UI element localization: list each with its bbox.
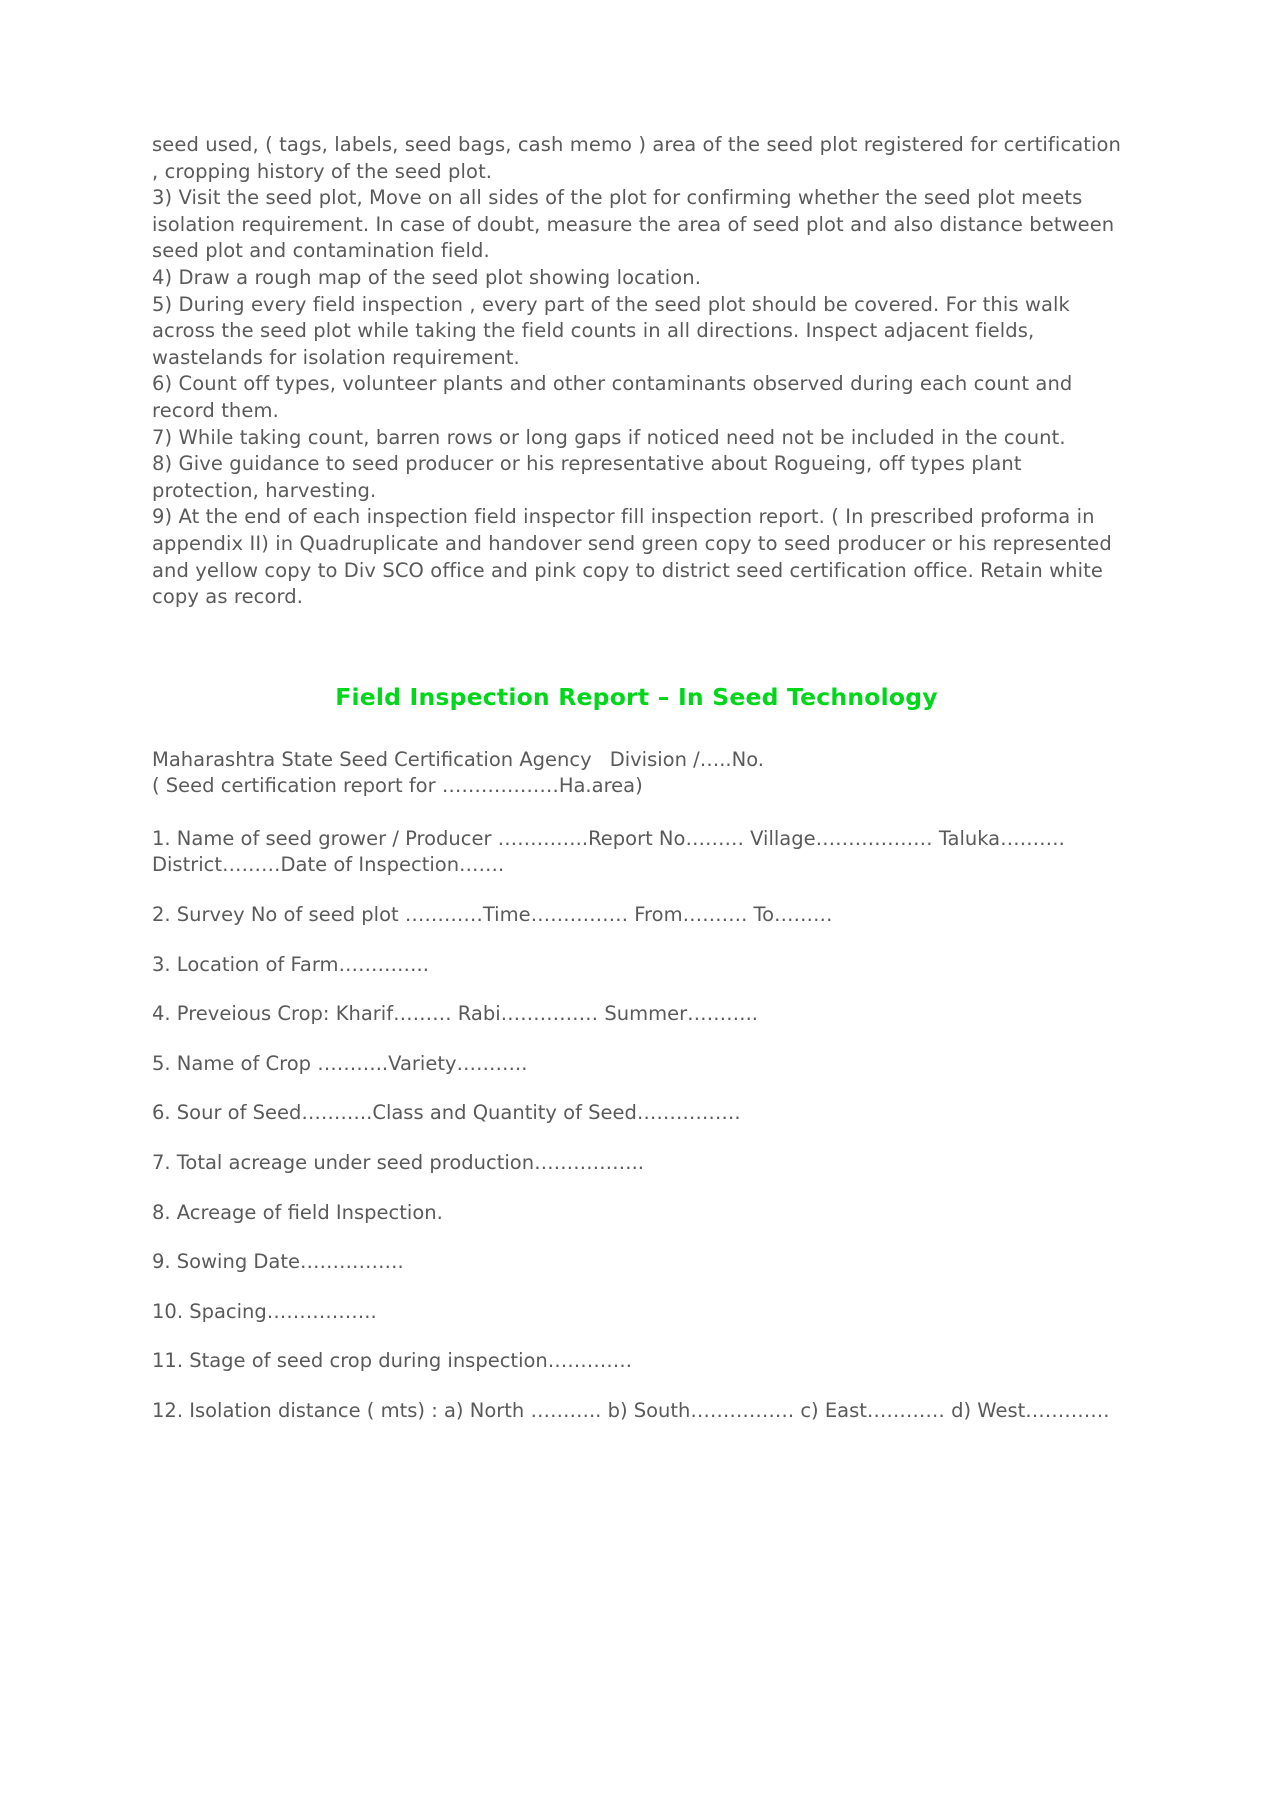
intro-paragraph: 7) While taking count, barren rows or long gaps if noticed need not be included in the count. bbox=[152, 425, 1066, 449]
list-item: 2. Survey No of seed plot …………Time…………… From………. To……… bbox=[152, 903, 833, 927]
agency-line-2: ( Seed certification report for ………………Ha.area) bbox=[152, 774, 643, 798]
agency-name: Maharashtra State Seed Certification Agency bbox=[152, 747, 592, 771]
intro-text-block bbox=[152, 132, 1121, 611]
list-item: 1. Name of seed grower / Producer …………..Report No……… Village……………… Taluka………. District………Date of Inspection……. bbox=[152, 826, 1065, 877]
list-item: 10. Spacing…………….. bbox=[152, 1299, 377, 1323]
list-item: 7. Total acreage under seed production…………….. bbox=[152, 1151, 644, 1175]
agency-division: Division /…..No. bbox=[609, 747, 764, 771]
intro-paragraph: 4) Draw a rough map of the seed plot showing location. bbox=[152, 265, 702, 289]
list-item: 5. Name of Crop ………..Variety……….. bbox=[152, 1051, 528, 1075]
agency-line-1 bbox=[152, 747, 1121, 774]
list-item: 8. Acreage of field Inspection. bbox=[152, 1200, 443, 1224]
intro-paragraph: 3) Visit the seed plot, Move on all sides of the plot for confirming whether the seed plot meets isolation requirement. In case of doubt, measure the area of seed plot and also distance between seed plot and contamination field. bbox=[152, 186, 1115, 263]
report-title: Field Inspection Report – In Seed Technology bbox=[335, 682, 938, 711]
list-item: 11. Stage of seed crop during inspection…………. bbox=[152, 1349, 632, 1373]
intro-paragraph: 8) Give guidance to seed producer or his representative about Rogueing, off types plant protection, harvesting. bbox=[152, 452, 1022, 502]
list-item: 12. Isolation distance ( mts) : a) North ……….. b) South……………. c) East………… d) West…………. bbox=[152, 1399, 1110, 1422]
intro-paragraph: 6) Count off types, volunteer plants and other contaminants observed during each count and record them. bbox=[152, 372, 1073, 422]
form-items-list bbox=[152, 826, 1121, 1425]
agency-header-block bbox=[152, 747, 1121, 800]
list-item: 6. Sour of Seed………..Class and Quantity of Seed……………. bbox=[152, 1101, 741, 1125]
intro-paragraph: 9) At the end of each inspection field inspector fill inspection report. ( In prescribed proforma in appendix II) in Quadruplicate and handover send green copy to seed producer or his represented and yellow copy to Div SCO office and pink copy to district seed certification office. Retain white copy as record. bbox=[152, 505, 1112, 609]
list-item: 9. Sowing Date……………. bbox=[152, 1250, 404, 1274]
intro-paragraph: seed used, ( tags, labels, seed bags, cash memo ) area of the seed plot registered for certification , cropping history of the seed plot. bbox=[152, 133, 1122, 183]
list-item: 4. Preveious Crop: Kharif……… Rabi…………… Summer……….. bbox=[152, 1002, 758, 1026]
intro-paragraph: 5) During every field inspection , every part of the seed plot should be covered. For this walk across the seed plot while taking the field counts in all directions. Inspect adjacent fields, wastelands for isolation requirement. bbox=[152, 292, 1070, 369]
list-item: 3. Location of Farm………….. bbox=[152, 952, 429, 976]
